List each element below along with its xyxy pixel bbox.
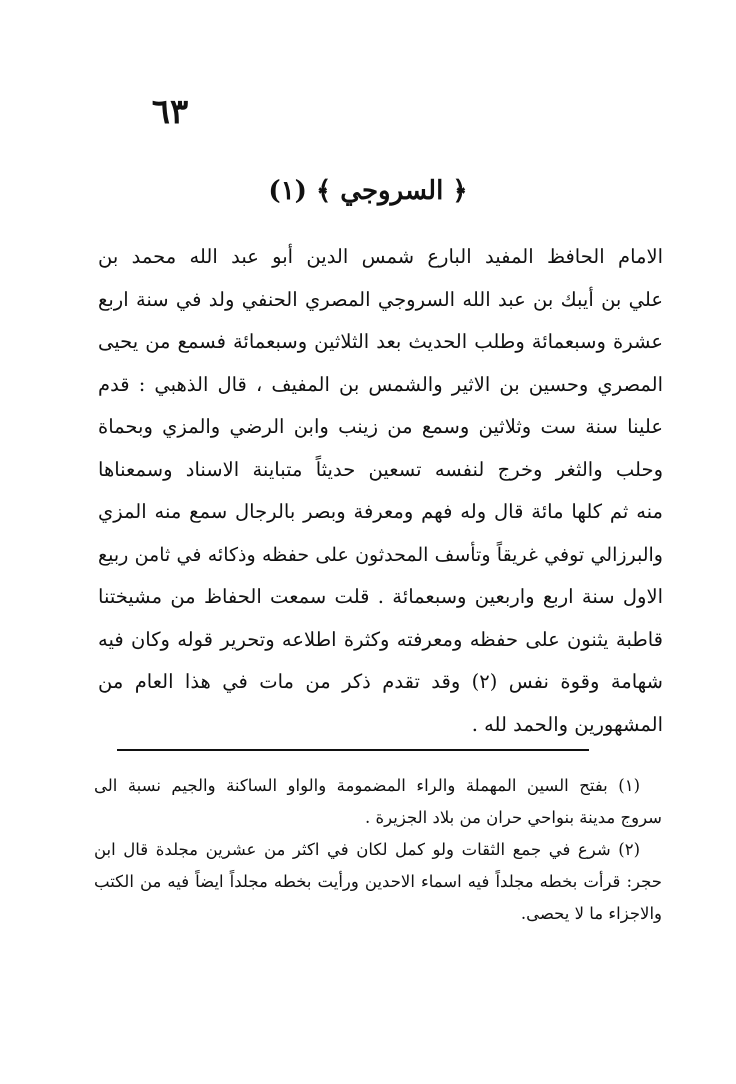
- body-line: وحلب والثغر وخرج لنفسه تسعين حديثاً متباينة الاسناد وسمعناها: [98, 457, 663, 481]
- body-line: والبرزالي توفي غريقاً وتأسف المحدثون على حفظه وذكائه في ثامن ربيع: [98, 543, 663, 566]
- footnote-line: (٢) شرع في جمع الثقات ولو كمل لكان في اكثر من عشرين مجلدة قال ابن: [94, 840, 640, 859]
- footnote-line: (١) بفتح السين المهملة والراء المضمومة والواو الساكنة والجيم نسبة الى: [94, 776, 640, 795]
- footnote-divider: [117, 749, 589, 751]
- body-line: علي بن أيبك بن عبد الله السروجي المصري الحنفي ولد في سنة اربع: [98, 287, 663, 311]
- page-number: ٦٣: [151, 92, 189, 132]
- body-line: شهامة وقوة نفس (٢) وقد تقدم ذكر من مات في هذا العام من: [98, 670, 663, 693]
- body-line: علينا سنة ست وثلاثين وسمع من زينب وابن الرضي والمزي وبحماة: [98, 415, 663, 438]
- chapter-title: ﴿ السروجي ﴾ (١): [268, 176, 468, 206]
- body-line: الاول سنة اربع واربعين وسبعمائة . قلت سمعت الحفاظ من مشيختنا: [98, 585, 663, 608]
- body-text: [98, 236, 663, 746]
- body-line: قاطبة يثنون على حفظه ومعرفته وكثرة اطلاعه وتحرير قوله وكان فيه: [98, 627, 663, 651]
- body-line: المشهورين والحمد لله .: [471, 712, 663, 736]
- footnotes: [94, 770, 662, 930]
- footnote-line: والاجزاء ما لا يحصى.: [520, 904, 662, 923]
- footnote-line: حجر: قرأت بخطه مجلداً فيه اسماء الاحدين ورأيت بخطه مجلداً ايضاً فيه من الكتب: [94, 872, 662, 891]
- body-line: عشرة وسبعمائة وطلب الحديث بعد الثلاثين وسبعمائة فسمع من يحيى: [98, 330, 663, 353]
- body-line: منه ثم كلها مائة قال وله فهم ومعرفة وبصر بالرجال سمع منه المزي: [98, 500, 663, 523]
- body-line: الامام الحافظ المفيد البارع شمس الدين أبو عبد الله محمد بن: [98, 245, 663, 268]
- footnote-line: سروج مدينة بنواحي حران من بلاد الجزيرة .: [365, 808, 662, 827]
- body-line: المصري وحسين بن الاثير والشمس بن المفيف ، قال الذهبي : قدم: [98, 372, 663, 396]
